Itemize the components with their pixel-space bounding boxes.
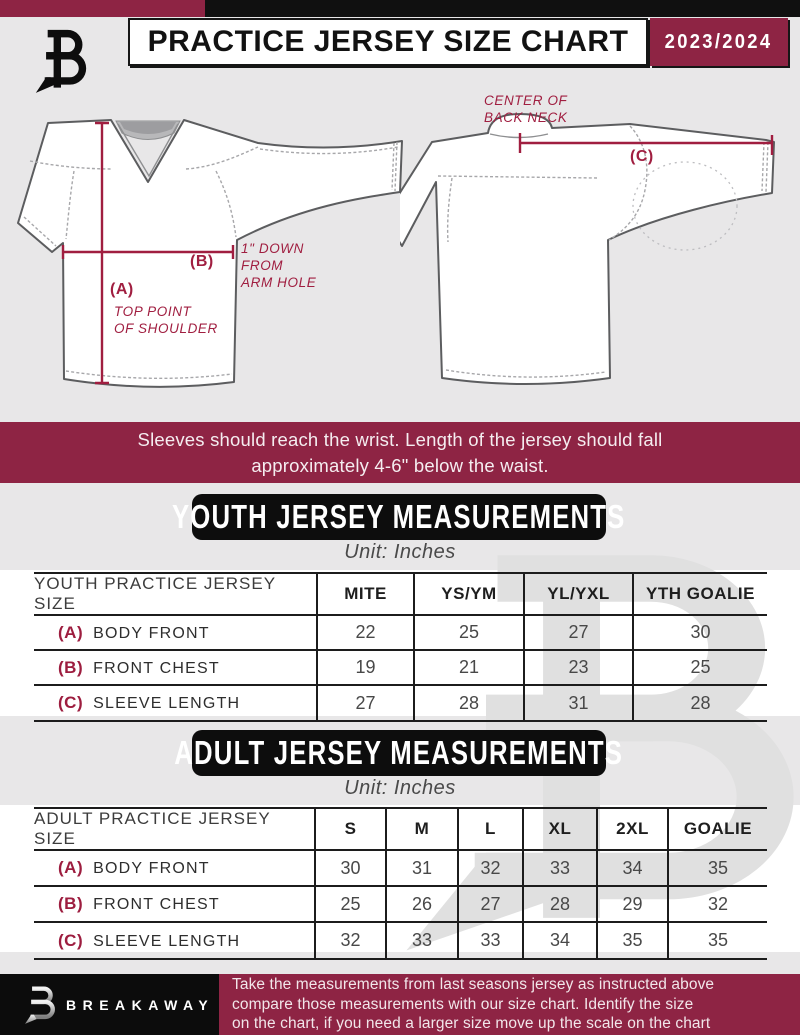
cell-value: 35: [668, 850, 767, 886]
row-label: SLEEVE LENGTH: [93, 695, 241, 712]
cell-value: 25: [633, 650, 767, 685]
cell-value: 23: [524, 650, 633, 685]
table-row: [34, 850, 767, 886]
cell-value: 25: [414, 615, 524, 650]
cell-value: 31: [386, 850, 458, 886]
footer-note-line2: compare those measurements with our size chart. Identify the size: [232, 995, 694, 1013]
cell-value: 31: [524, 685, 633, 721]
adult-heading-text: ADULT JERSEY MEASUREMENTS: [174, 734, 624, 771]
front-a-key: (A): [110, 281, 134, 298]
cell-value: 28: [633, 685, 767, 721]
row-label: BODY FRONT: [93, 860, 210, 877]
front-b-caption-line1: 1" DOWN: [241, 241, 304, 256]
back-c-key: (C): [630, 148, 654, 165]
cell-value: 27: [458, 886, 523, 922]
cell-value: 33: [458, 922, 523, 959]
row-label: BODY FRONT: [93, 624, 210, 642]
adult-size-table: [34, 807, 767, 960]
notice-line1: Sleeves should reach the wrist. Length of the jersey should fall: [137, 428, 663, 450]
cell-value: 27: [317, 685, 414, 721]
adult-size-s: S: [315, 808, 386, 850]
cell-value: 35: [668, 922, 767, 959]
row-key: (C): [58, 930, 84, 950]
season-label: 2023/2024: [665, 30, 773, 53]
cell-value: 32: [315, 922, 386, 959]
youth-header-row: [34, 573, 767, 615]
front-b-caption-line3: ARM HOLE: [241, 275, 317, 290]
front-b-key: (B): [190, 253, 214, 270]
top-strip-maroon: [0, 0, 205, 17]
footer-note: [219, 974, 800, 1035]
youth-size-mite: MITE: [317, 573, 414, 615]
cell-value: 30: [633, 615, 767, 650]
cell-value: 34: [523, 922, 597, 959]
back-c-caption-line2: BACK NECK: [484, 110, 568, 125]
table-row: [34, 886, 767, 922]
row-label: SLEEVE LENGTH: [93, 932, 241, 950]
youth-size-ysym: YS/YM: [414, 573, 524, 615]
front-a-caption: [114, 303, 218, 337]
adult-size-m: M: [386, 808, 458, 850]
youth-size-goalie: YTH GOALIE: [633, 573, 767, 615]
row-label: FRONT CHEST: [93, 896, 220, 913]
table-row: [34, 650, 767, 685]
adult-size-2xl: 2XL: [597, 808, 668, 850]
page-title: PRACTICE JERSEY SIZE CHART: [147, 25, 629, 58]
cell-value: 35: [597, 922, 668, 959]
cell-value: 19: [317, 650, 414, 685]
cell-value: 25: [315, 886, 386, 922]
season-box: [650, 18, 788, 66]
row-key: (B): [58, 657, 84, 677]
adult-col-header: ADULT PRACTICE JERSEY SIZE: [34, 809, 271, 848]
cell-value: 33: [386, 922, 458, 959]
cell-value: 32: [458, 850, 523, 886]
youth-heading-text: YOUTH JERSEY MEASUREMENTS: [172, 498, 626, 535]
row-label: FRONT CHEST: [93, 659, 220, 677]
adult-unit-label: Unit: Inches: [344, 777, 456, 799]
table-row: [34, 922, 767, 959]
front-b-caption: [241, 240, 316, 291]
cell-value: 33: [523, 850, 597, 886]
row-key: (A): [58, 858, 84, 877]
adult-size-goalie: GOALIE: [668, 808, 767, 850]
youth-size-ylyxl: YL/YXL: [524, 573, 633, 615]
notice-banner: [0, 422, 800, 483]
footer-note-line1: Take the measurements from last seasons jersey as instructed above: [232, 976, 715, 994]
cell-value: 30: [315, 850, 386, 886]
jersey-back-diagram: [400, 90, 800, 425]
top-strip-black: [205, 0, 800, 17]
cell-value: 26: [386, 886, 458, 922]
notice-line2: approximately 4-6" below the waist.: [251, 454, 549, 476]
row-key: (B): [58, 894, 84, 913]
back-c-caption-line1: CENTER OF: [484, 93, 568, 108]
footer-note-line3: on the chart, if you need a larger size move up the scale on the chart: [232, 1015, 711, 1033]
cell-value: 34: [597, 850, 668, 886]
adult-header-row: [34, 808, 767, 850]
cell-value: 27: [524, 615, 633, 650]
breakaway-logo-icon: [27, 24, 95, 98]
brand-name: BREAKAWAY: [66, 996, 215, 1013]
front-a-caption-line2: OF SHOULDER: [114, 321, 218, 336]
cell-value: 28: [523, 886, 597, 922]
adult-size-xl: XL: [523, 808, 597, 850]
row-key: (A): [58, 622, 84, 642]
youth-col-header: YOUTH PRACTICE JERSEY SIZE: [34, 574, 276, 613]
adult-size-l: L: [458, 808, 523, 850]
cell-value: 32: [668, 886, 767, 922]
back-c-caption: [484, 92, 567, 126]
title-bar: [128, 18, 788, 66]
table-row: [34, 615, 767, 650]
footer-brand-block: [0, 974, 219, 1035]
adult-section-heading: [174, 730, 624, 776]
front-b-caption-line2: FROM: [241, 258, 284, 273]
youth-size-table: [34, 572, 767, 722]
front-a-caption-line1: TOP POINT: [114, 304, 192, 319]
table-row: [34, 685, 767, 721]
cell-value: 29: [597, 886, 668, 922]
cell-value: 28: [414, 685, 524, 721]
breakaway-footer-logo-icon: [24, 983, 56, 1027]
row-key: (C): [58, 693, 84, 712]
youth-section-heading: [172, 494, 626, 540]
cell-value: 21: [414, 650, 524, 685]
cell-value: 22: [317, 615, 414, 650]
title-box: [128, 18, 648, 66]
youth-unit-label: Unit: Inches: [344, 541, 456, 563]
